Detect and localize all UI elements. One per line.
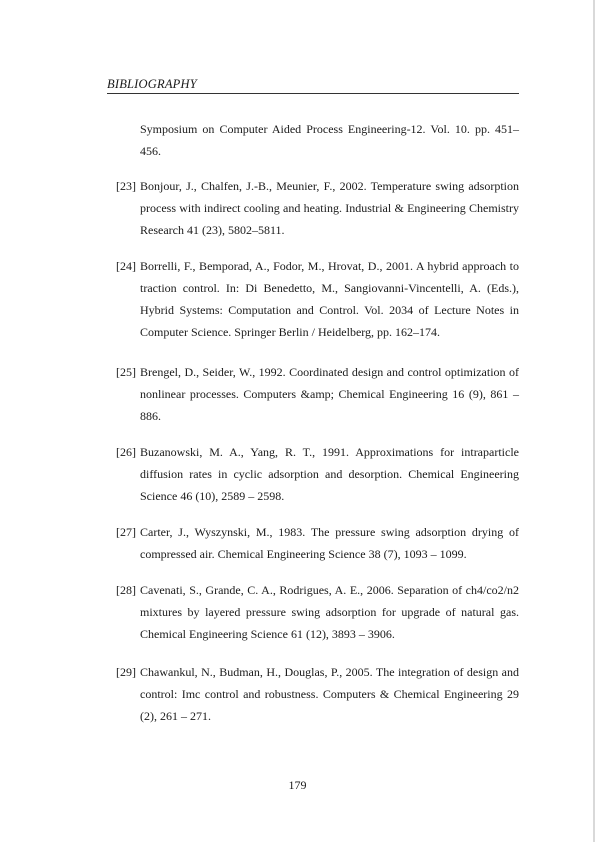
reference-entry: [107, 175, 519, 241]
reference-text: Chawankul, N., Budman, H., Douglas, P., 2005. The integration of design and control: Imc control and robustness. Computers & Chemical Engineering 29 (2), 261 – 271.: [140, 665, 519, 723]
reference-entry: [107, 579, 519, 645]
page-number: 179: [288, 778, 307, 792]
reference-number: [28]: [116, 583, 136, 597]
reference-entry: [107, 255, 519, 343]
reference-entry: [107, 521, 519, 565]
reference-entry: [107, 661, 519, 727]
reference-number: [23]: [116, 179, 136, 193]
reference-number: [24]: [116, 259, 136, 273]
reference-text: Cavenati, S., Grande, C. A., Rodrigues, A. E., 2006. Separation of ch4/co2/n2 mixtures by layered pressure swing adsorption for upgrade of natural gas. Chemical Engineering Science 61 (12), 3893 – 3906.: [140, 583, 519, 641]
header-rule: [107, 93, 519, 94]
reference-number: [25]: [116, 365, 136, 379]
reference-text: Bonjour, J., Chalfen, J.-B., Meunier, F., 2002. Temperature swing adsorption process with indirect cooling and heating. Industrial & Engineering Chemistry Research 41 (23), 5802–5811.: [140, 179, 519, 237]
reference-number: [29]: [116, 665, 136, 679]
reference-number: [27]: [116, 525, 136, 539]
reference-entry: [107, 441, 519, 507]
reference-text: Symposium on Computer Aided Process Engineering-12. Vol. 10. pp. 451–456.: [140, 122, 519, 158]
reference-text: Carter, J., Wyszynski, M., 1983. The pressure swing adsorption drying of compressed air. Chemical Engineering Science 38 (7), 1093 – 1099.: [140, 525, 519, 561]
reference-continuation: [107, 118, 519, 162]
reference-text: Buzanowski, M. A., Yang, R. T., 1991. Approximations for intraparticle diffusion rates in cyclic adsorption and desorption. Chemical Engineering Science 46 (10), 2589 – 2598.: [140, 445, 519, 503]
reference-number: [26]: [116, 445, 136, 459]
reference-text: Borrelli, F., Bemporad, A., Fodor, M., Hrovat, D., 2001. A hybrid approach to traction control. In: Di Benedetto, M., Sangiovanni-Vincentelli, A. (Eds.), Hybrid Systems: Computation and Control. Vol. 2034 of Lecture Notes in Computer Science. Springer Berlin / Heidelberg, pp. 162–174.: [140, 259, 519, 339]
running-head: BIBLIOGRAPHY: [107, 77, 197, 91]
reference-entry: [107, 361, 519, 427]
reference-text: Brengel, D., Seider, W., 1992. Coordinated design and control optimization of nonlinear processes. Computers &amp; Chemical Engineering 16 (9), 861 – 886.: [140, 365, 519, 423]
